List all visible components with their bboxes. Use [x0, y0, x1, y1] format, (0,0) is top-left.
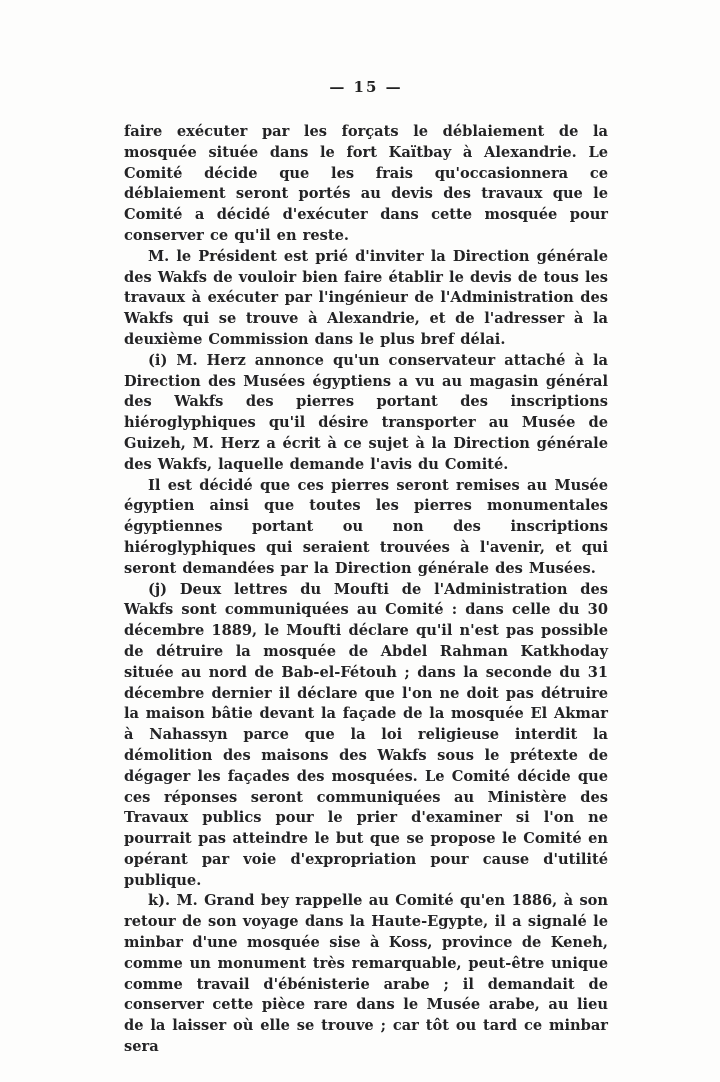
paragraph: (i) M. Herz annonce qu'un conservateur attaché à la Direction des Musées égyptiens a vu au magasin général des Wakfs des pierres portant des inscriptions hiéroglyphiques qu'il désire transporter au Musée de Guizeh, M. Herz a écrit à ce sujet à la Direction générale des Wakfs, laquelle demande l'avis du Comité.: [124, 351, 608, 473]
text-block: [124, 78, 608, 1058]
paragraph: Il est décidé que ces pierres seront remises au Musée égyptien ainsi que toutes les pierres monumentales égyptiennes portant ou non des inscriptions hiéroglyphiques qui seraient trouvées à l'avenir, et qui seront demandées par la Direction générale des Musées.: [124, 476, 608, 577]
paragraph: (j) Deux lettres du Moufti de l'Administration des Wakfs sont communiquées au Comité : dans celle du 30 décembre 1889, le Moufti déclare qu'il n'est pas possible de détruire la mosquée de Abdel Rahman Katkhoday située au nord de Bab-el-Fétouh ; dans la seconde du 31 décembre dernier il déclare que l'on ne doit pas détruire la maison bâtie devant la façade de la mosquée El Akmar à Nahassyn parce que la loi religieuse interdit la démolition des maisons des Wakfs sous le prétexte de dégager les façades des mosquées. Le Comité décide que ces réponses seront communiquées au Ministère des Travaux publics pour le prier d'examiner si l'on ne pourrait pas atteindre le but que se propose le Comité en opérant par voie d'expropriation pour cause d'utilité publique.: [124, 580, 608, 889]
paragraph: k). M. Grand bey rappelle au Comité qu'en 1886, à son retour de son voyage dans la Haute-Egypte, il a signalé le minbar d'une mosquée sise à Koss, province de Keneh, comme un monument très remarquable, peut-être unique comme travail d'ébénisterie arabe ; il demandait de conserver cette pièce rare dans le Musée arabe, au lieu de la laisser où elle se trouve ; car tôt ou tard ce minbar sera: [124, 892, 608, 1056]
document-body: [124, 122, 608, 1058]
page-number: — 15 —: [329, 78, 403, 96]
paragraph: faire exécuter par les forçats le déblaiement de la mosquée située dans le fort Kaïtbay à Alexandrie. Le Comité décide que les frais qu'occasionnera ce déblaiement seront portés au devis des travaux que le Comité a décidé d'exécuter dans cette mosquée pour conserver ce qu'il en reste.: [124, 123, 608, 244]
paragraph: M. le Président est prié d'inviter la Direction générale des Wakfs de vouloir bien faire établir le devis de tous les travaux à exécuter par l'ingénieur de l'Administration des Wakfs qui se trouve à Alexandrie, et de l'adresser à la deuxième Commission dans le plus bref délai.: [124, 247, 608, 348]
